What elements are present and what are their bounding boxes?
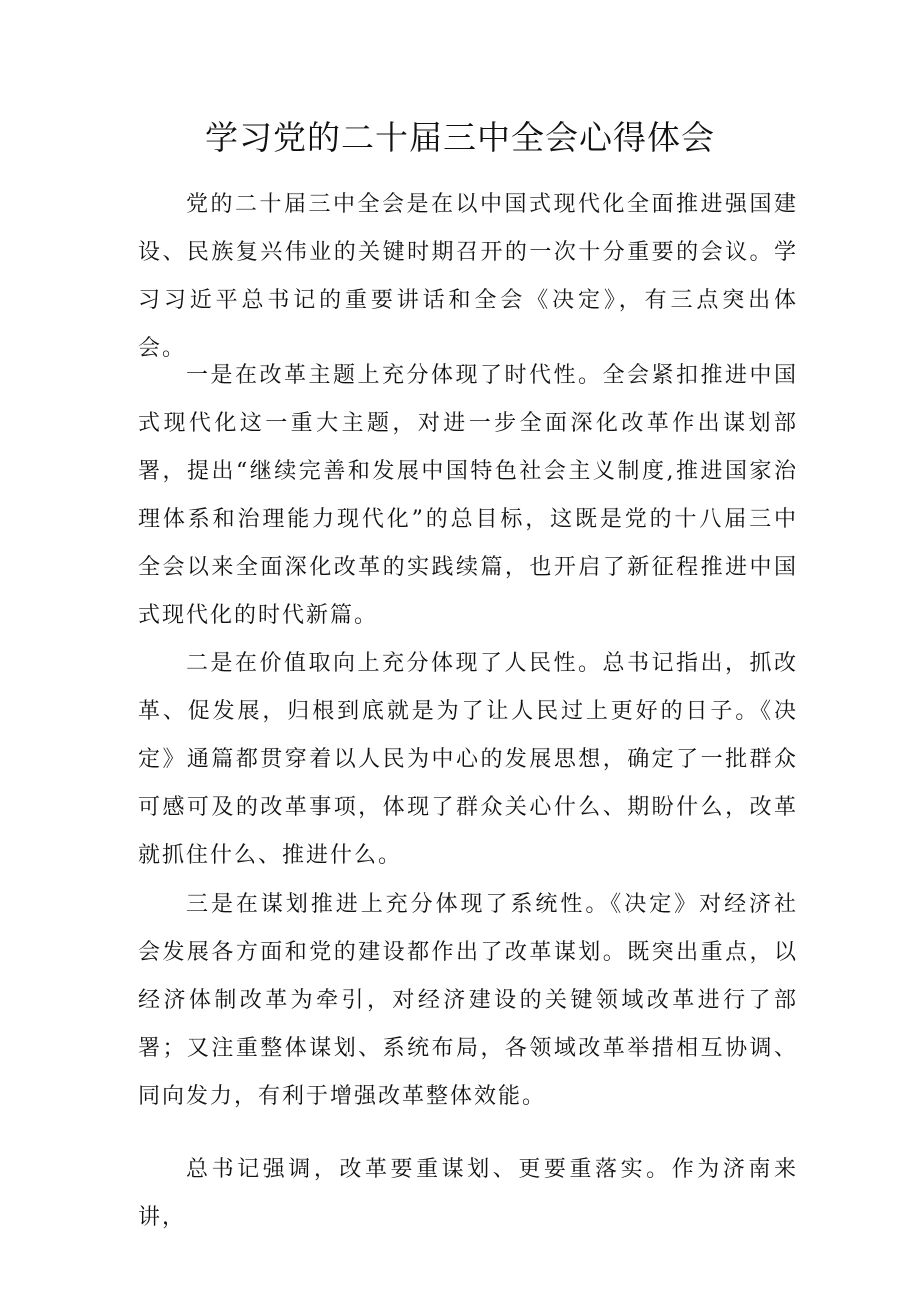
paragraph-text: 二是在价值取向上充分体现了人民性。总书记指出，抓改革、促发展，归根到底就是为了让人民过上更好的日子。《决定》通篇都贯穿着以人民为中心的发展思想，确定了一批群众可感可及的改革事项，体现了群众关心什么、期盼什么，改革就抓住什么、推进什么。 [138, 651, 798, 868]
paragraph-point-one [138, 352, 798, 640]
paragraph-point-three [138, 881, 798, 1121]
paragraph-text: 一是在改革主题上充分体现了时代性。全会紧扣推进中国式现代化这一重大主题，对进一步全面深化改革作出谋划部署，提出“继续完善和发展中国特色社会主义制度,推进国家治理体系和治理能力现代化”的总目标，这既是党的十八届三中全会以来全面深化改革的实践续篇，也开启了新征程推进中国式现代化的时代新篇。 [138, 363, 798, 628]
paragraph-text: 三是在谋划推进上充分体现了系统性。《决定》对经济社会发展各方面和党的建设都作出了改革谋划。既突出重点，以经济体制改革为牵引，对经济建设的关键领域改革进行了部署；又注重整体谋划、系统布局，各领域改革举措相互协调、同向发力，有利于增强改革整体效能。 [138, 892, 798, 1109]
paragraph-text: 党的二十届三中全会是在以中国式现代化全面推进强国建设、民族复兴伟业的关键时期召开的一次十分重要的会议。学习习近平总书记的重要讲话和全会《决定》，有三点突出体会。 [138, 192, 798, 361]
paragraph-intro [138, 181, 798, 373]
paragraph-text: 总书记强调，改革要重谋划、更要重落实。作为济南来讲， [138, 1157, 798, 1230]
document-title: 学习党的二十届三中全会心得体会 [205, 118, 715, 157]
paragraph-point-two [138, 640, 798, 880]
paragraph-conclusion [138, 1146, 798, 1242]
